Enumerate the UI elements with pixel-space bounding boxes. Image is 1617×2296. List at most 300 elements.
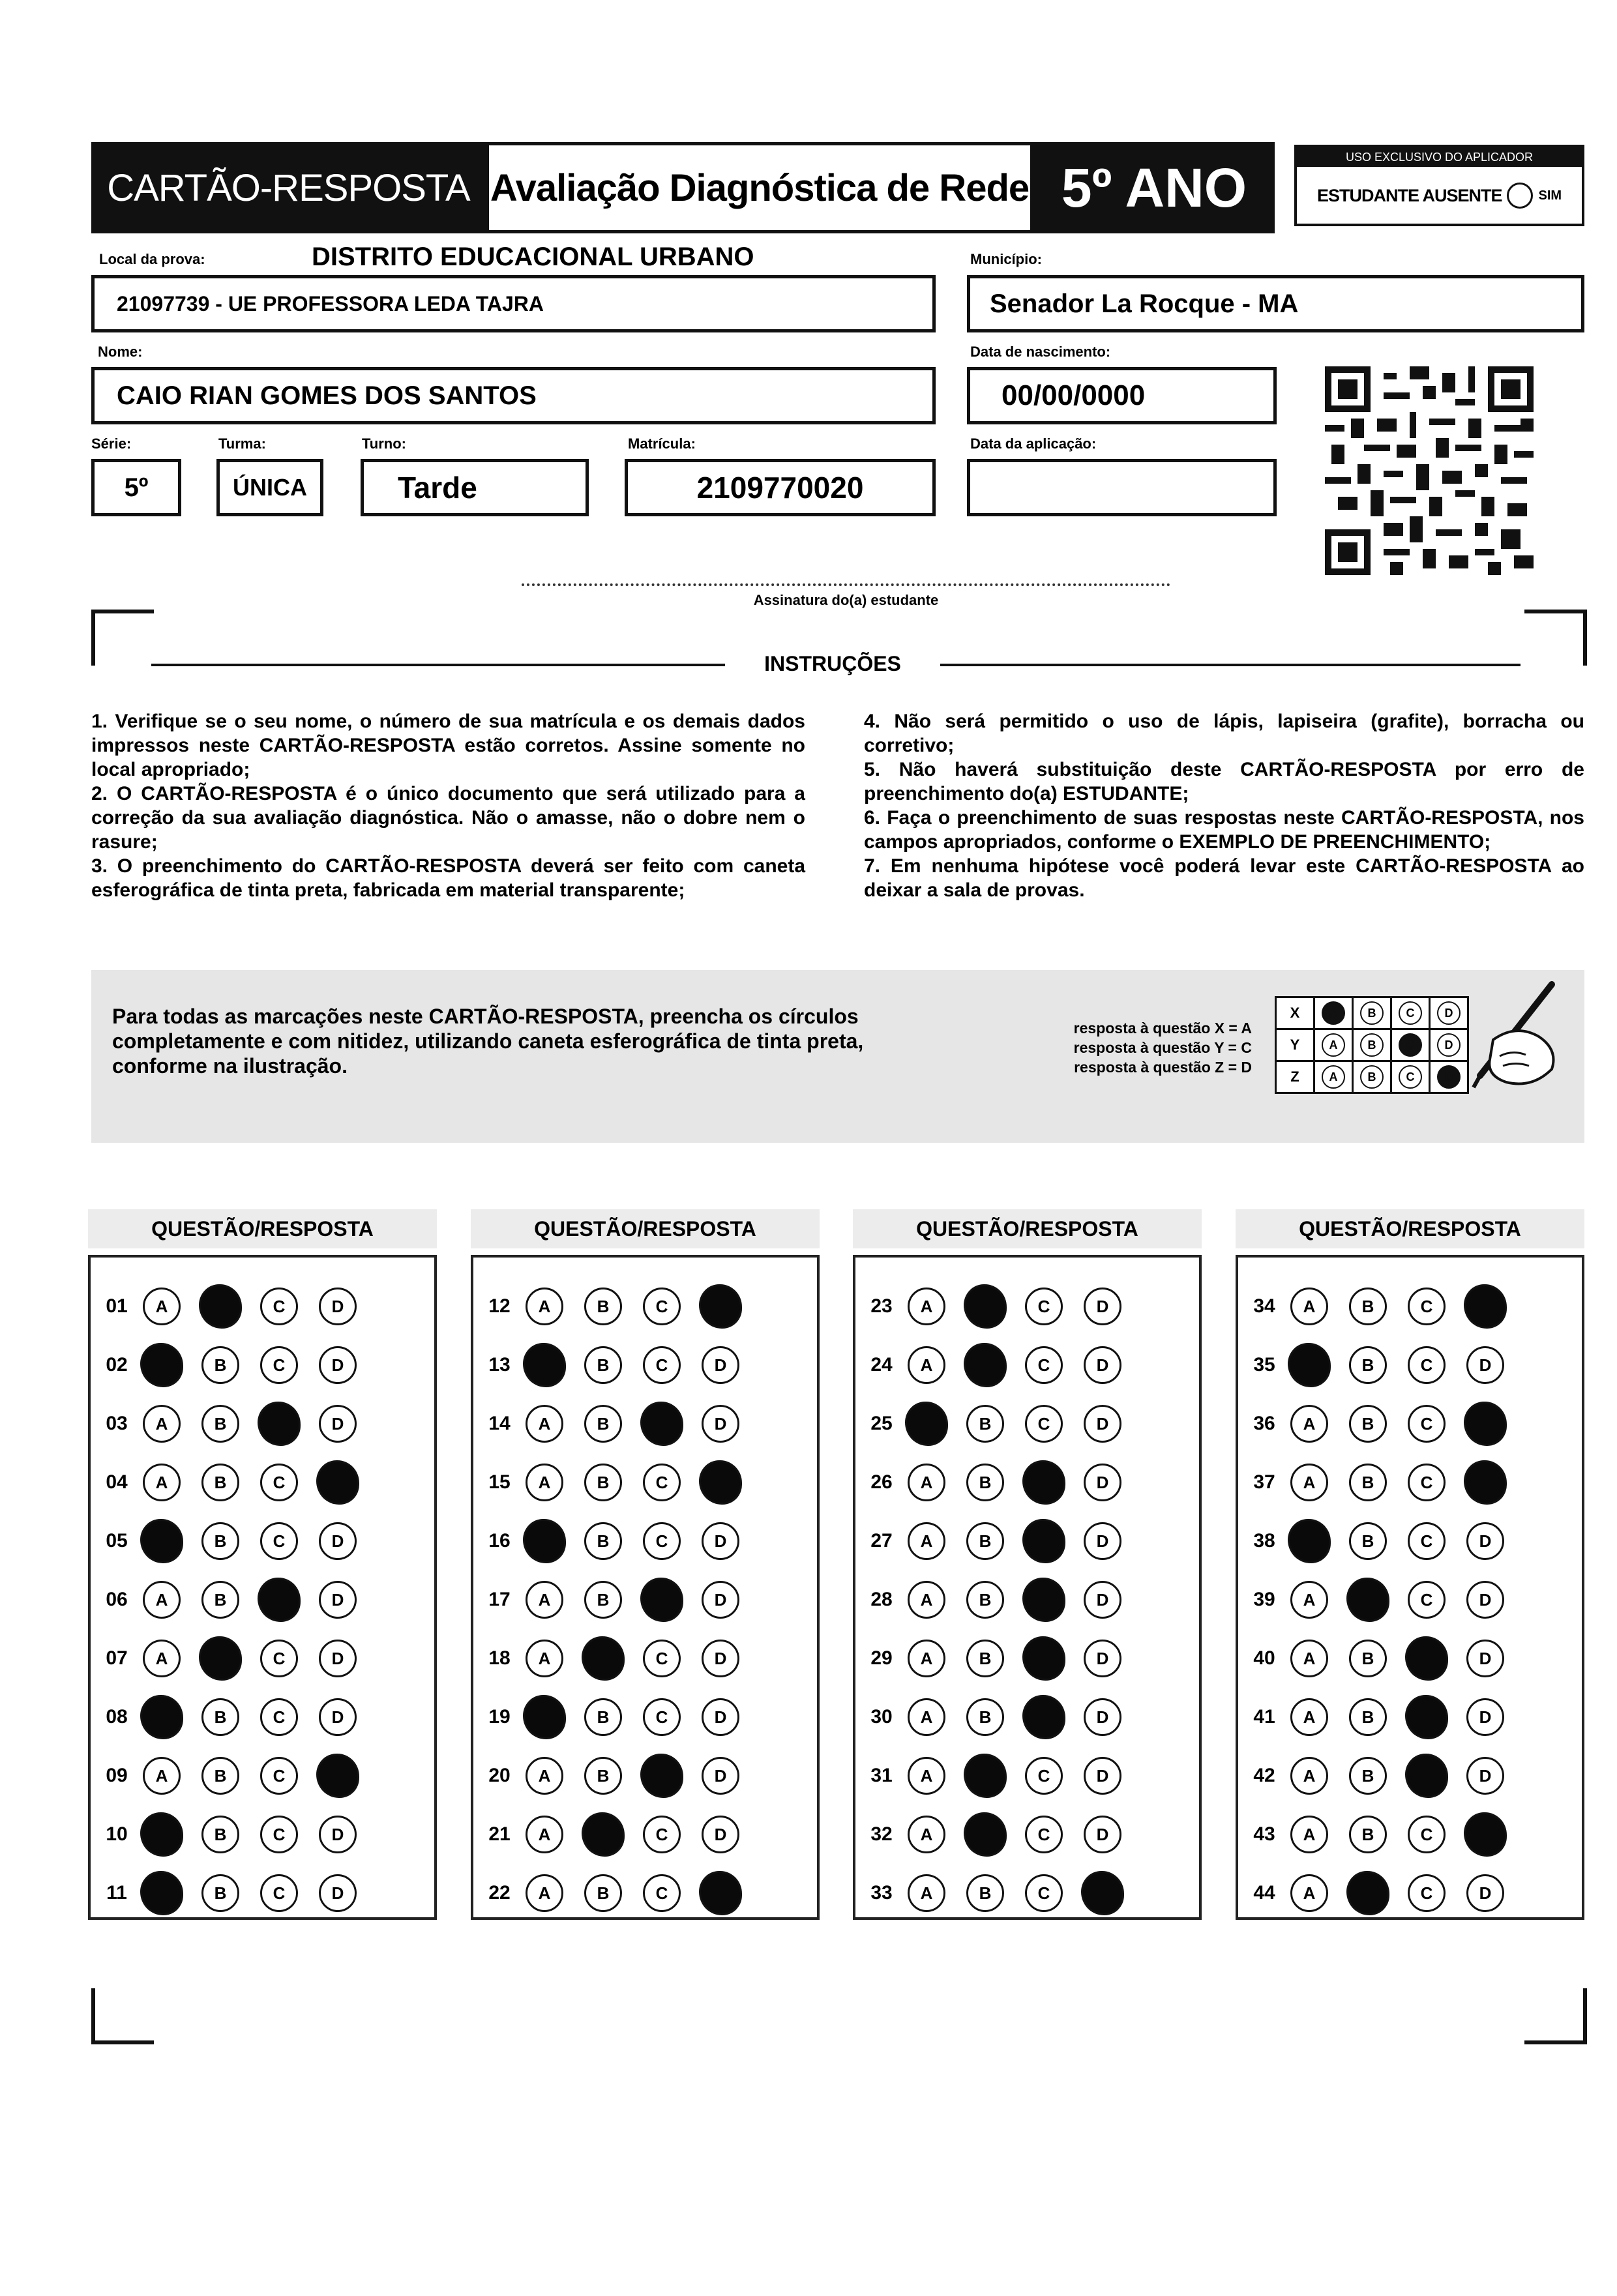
answer-bubble[interactable]: B — [201, 1464, 239, 1501]
answer-bubble[interactable]: A — [908, 1464, 945, 1501]
answer-bubble[interactable]: B — [201, 1757, 239, 1795]
answer-bubble[interactable]: A — [1290, 1640, 1328, 1677]
answer-bubble[interactable]: A — [908, 1816, 945, 1853]
answer-bubble[interactable]: A — [1290, 1874, 1328, 1912]
answer-bubble-filled[interactable]: C — [1022, 1578, 1065, 1622]
answer-bubble[interactable]: A — [908, 1581, 945, 1619]
answer-bubble[interactable]: A — [526, 1640, 563, 1677]
answer-bubble[interactable]: D — [319, 1816, 357, 1853]
question-row — [1238, 1453, 1582, 1512]
question-number: 17 — [488, 1589, 511, 1610]
answer-bubble[interactable]: B — [966, 1698, 1004, 1736]
instruction-5: 5. Não haverá substituição deste CARTÃO-RESPOSTA por erro de preenchimento do(a) ESTUDANTE; — [864, 759, 1584, 804]
answer-bubble[interactable]: B — [584, 1757, 622, 1795]
answer-bubble[interactable]: A — [526, 1874, 563, 1912]
answer-bubble[interactable]: D — [702, 1698, 739, 1736]
answer-bubble[interactable]: D — [1466, 1581, 1504, 1619]
answer-bubble[interactable]: D — [319, 1346, 357, 1384]
answer-bubble[interactable]: A — [1290, 1698, 1328, 1736]
question-number: 41 — [1253, 1706, 1275, 1728]
answer-bubble-filled[interactable]: C — [258, 1578, 301, 1622]
answer-bubble[interactable]: D — [1084, 1346, 1121, 1384]
answer-bubble-filled[interactable]: A — [523, 1519, 566, 1563]
question-number: 40 — [1253, 1647, 1275, 1669]
answer-bubble[interactable]: C — [1408, 1816, 1446, 1853]
answer-bubble[interactable]: D — [319, 1288, 357, 1325]
answer-bubble[interactable]: B — [584, 1405, 622, 1443]
question-number: 10 — [106, 1823, 128, 1845]
answer-bubble[interactable]: D — [1084, 1816, 1121, 1853]
answer-bubble[interactable]: C — [643, 1698, 681, 1736]
instruction-3: 3. O preenchimento do CARTÃO-RESPOSTA deverá ser feito com caneta esferográfica de tinta preta, fabricada em material transparente; — [91, 855, 805, 901]
question-row — [91, 1394, 434, 1453]
answer-bubble[interactable]: D — [319, 1405, 357, 1443]
question-row — [855, 1394, 1199, 1453]
answer-bubble[interactable]: A — [1290, 1405, 1328, 1443]
matricula-value: 2109770020 — [696, 471, 864, 505]
answer-bubble[interactable]: C — [260, 1346, 298, 1384]
signature-line[interactable] — [522, 583, 1170, 586]
answer-panel-3 — [853, 1255, 1202, 1920]
answer-bubble-filled[interactable]: C — [1405, 1636, 1448, 1681]
local-value: DISTRITO EDUCACIONAL URBANO — [312, 243, 754, 271]
turma-field — [216, 459, 323, 516]
answer-bubble[interactable]: D — [1084, 1288, 1121, 1325]
aplicacao-label: Data da aplicação: — [970, 435, 1097, 452]
instruction-4: 4. Não será permitido o uso de lápis, lapiseira (grafite), borracha ou corretivo; — [864, 711, 1584, 756]
example-bubble: C — [1399, 1001, 1422, 1025]
applicator-label: USO EXCLUSIVO DO APLICADOR — [1297, 147, 1582, 167]
answer-bubble[interactable]: D — [702, 1522, 739, 1560]
answer-bubble[interactable]: A — [1290, 1757, 1328, 1795]
answer-bubble[interactable]: B — [1349, 1464, 1387, 1501]
question-number: 20 — [488, 1765, 511, 1786]
answer-bubble[interactable]: A — [143, 1757, 181, 1795]
answer-bubble[interactable]: A — [908, 1640, 945, 1677]
answer-bubble-filled[interactable]: D — [316, 1460, 359, 1505]
answer-bubble[interactable]: D — [1084, 1757, 1121, 1795]
question-number: 11 — [106, 1882, 127, 1904]
answer-bubble-filled[interactable]: B — [582, 1636, 625, 1681]
answer-bubble[interactable]: B — [966, 1640, 1004, 1677]
absent-checkbox[interactable] — [1507, 183, 1533, 209]
answer-bubble[interactable]: C — [260, 1874, 298, 1912]
example-row-label: Y — [1276, 1029, 1314, 1061]
question-row — [473, 1746, 817, 1805]
answer-bubble-filled[interactable]: C — [1022, 1695, 1065, 1739]
answer-bubble[interactable]: A — [143, 1464, 181, 1501]
absent-option: SIM — [1538, 188, 1562, 203]
card-label-banner — [91, 142, 486, 233]
answer-bubble-filled[interactable]: A — [140, 1695, 183, 1739]
answer-bubble[interactable]: D — [1466, 1346, 1504, 1384]
exam-title-box — [486, 142, 1033, 233]
answer-bubble-filled[interactable]: C — [640, 1578, 683, 1622]
question-row — [855, 1629, 1199, 1688]
answer-bubble-filled[interactable]: D — [1464, 1402, 1507, 1446]
question-row — [473, 1864, 817, 1922]
example-bubble: D — [1437, 1033, 1461, 1057]
question-row — [1238, 1336, 1582, 1394]
answer-bubble-filled[interactable]: A — [1288, 1343, 1331, 1387]
question-number: 08 — [106, 1706, 128, 1728]
question-row — [473, 1512, 817, 1570]
answer-bubble[interactable]: A — [143, 1288, 181, 1325]
turma-value: ÚNICA — [233, 474, 307, 501]
question-number: 04 — [106, 1471, 128, 1493]
answer-bubble[interactable]: D — [702, 1346, 739, 1384]
example-row-label: X — [1276, 997, 1314, 1029]
applicator-box — [1294, 145, 1584, 226]
school-value: 21097739 - UE PROFESSORA LEDA TAJRA — [117, 291, 544, 316]
answer-bubble[interactable]: A — [143, 1640, 181, 1677]
answer-bubble[interactable]: B — [966, 1405, 1004, 1443]
answer-bubble[interactable]: A — [526, 1816, 563, 1853]
answer-bubble-filled[interactable]: C — [1022, 1519, 1065, 1563]
answer-bubble-filled[interactable]: C — [640, 1402, 683, 1446]
answer-bubble[interactable]: B — [1349, 1698, 1387, 1736]
example-bubble: B — [1360, 1033, 1384, 1057]
answer-bubble[interactable]: C — [1025, 1405, 1063, 1443]
answer-bubble[interactable]: C — [260, 1640, 298, 1677]
answer-bubble[interactable]: C — [643, 1640, 681, 1677]
question-number: 44 — [1253, 1882, 1275, 1904]
answer-bubble[interactable]: B — [1349, 1522, 1387, 1560]
answer-bubble[interactable]: C — [1025, 1346, 1063, 1384]
question-row — [91, 1336, 434, 1394]
answer-bubble[interactable]: C — [1408, 1464, 1446, 1501]
answer-bubble[interactable]: A — [526, 1464, 563, 1501]
answer-bubble-filled[interactable]: A — [140, 1871, 183, 1915]
answer-bubble[interactable]: A — [908, 1288, 945, 1325]
answer-bubble[interactable]: B — [584, 1346, 622, 1384]
question-number: 19 — [488, 1706, 511, 1728]
answer-bubble[interactable]: C — [643, 1288, 681, 1325]
answer-bubble[interactable]: B — [966, 1874, 1004, 1912]
example-bubble: A — [1322, 1065, 1345, 1089]
instruction-7: 7. Em nenhuma hipótese você poderá levar este CARTÃO-RESPOSTA ao deixar a sala de provas. — [864, 855, 1584, 901]
answer-bubble[interactable]: C — [643, 1522, 681, 1560]
answer-bubble-filled[interactable]: C — [640, 1754, 683, 1798]
nome-label: Nome: — [98, 344, 143, 360]
answer-bubble-filled[interactable]: C — [1405, 1754, 1448, 1798]
question-number: 24 — [870, 1354, 893, 1376]
answer-bubble[interactable]: D — [1084, 1522, 1121, 1560]
answer-bubble[interactable]: B — [201, 1522, 239, 1560]
answer-bubble[interactable]: B — [1349, 1405, 1387, 1443]
answer-bubble[interactable]: B — [1349, 1816, 1387, 1853]
answer-bubble-filled[interactable]: B — [1346, 1578, 1389, 1622]
question-number: 28 — [870, 1589, 893, 1610]
question-row — [91, 1453, 434, 1512]
answer-bubble[interactable]: C — [1025, 1757, 1063, 1795]
instruction-2: 2. O CARTÃO-RESPOSTA é o único documento que será utilizado para a correção da sua avaliação diagnóstica. Não o amasse, não o dobre nem o rasure; — [91, 783, 805, 853]
answer-bubble-filled[interactable]: C — [1022, 1460, 1065, 1505]
answer-bubble[interactable]: D — [702, 1581, 739, 1619]
answer-bubble-filled[interactable]: B — [964, 1812, 1007, 1857]
grade-label: 5º ANO — [1061, 156, 1247, 218]
answer-bubble-filled[interactable]: B — [582, 1812, 625, 1857]
answer-panel-4 — [1236, 1255, 1584, 1920]
answer-bubble[interactable]: C — [643, 1464, 681, 1501]
question-row — [473, 1570, 817, 1629]
answer-bubble[interactable]: C — [643, 1874, 681, 1912]
answer-bubble[interactable]: D — [319, 1640, 357, 1677]
answer-bubble[interactable]: D — [702, 1757, 739, 1795]
answer-bubble[interactable]: C — [1025, 1874, 1063, 1912]
matricula-label: Matrícula: — [628, 435, 696, 452]
answer-bubble[interactable]: A — [908, 1874, 945, 1912]
answer-bubble[interactable]: D — [1084, 1640, 1121, 1677]
example-legend-z: resposta à questão Z = D — [1074, 1059, 1252, 1076]
question-row — [473, 1277, 817, 1336]
instruction-1: 1. Verifique se o seu nome, o número de sua matrícula e os demais dados impressos neste CARTÃO-RESPOSTA estão corretos. Assine somente no local apropriado; — [91, 711, 805, 780]
question-number: 15 — [488, 1471, 511, 1493]
turno-value: Tarde — [398, 471, 477, 505]
question-row — [473, 1805, 817, 1864]
answer-bubble[interactable]: B — [584, 1581, 622, 1619]
answer-bubble[interactable]: B — [201, 1346, 239, 1384]
question-row — [91, 1805, 434, 1864]
answer-bubble-filled[interactable]: C — [1405, 1695, 1448, 1739]
answer-bubble-filled[interactable]: A — [1288, 1519, 1331, 1563]
answer-bubble[interactable]: A — [526, 1581, 563, 1619]
answer-bubble-filled[interactable]: C — [1022, 1636, 1065, 1681]
question-number: 22 — [488, 1882, 511, 1904]
answer-bubble-filled[interactable]: A — [140, 1519, 183, 1563]
instructions-right-column — [864, 709, 1584, 902]
answer-bubble[interactable]: C — [643, 1816, 681, 1853]
question-row — [91, 1277, 434, 1336]
answer-bubble[interactable]: A — [1290, 1581, 1328, 1619]
answer-bubble[interactable]: D — [702, 1816, 739, 1853]
turma-label: Turma: — [218, 435, 266, 452]
answer-bubble[interactable]: D — [1466, 1874, 1504, 1912]
answer-bubble[interactable]: B — [201, 1405, 239, 1443]
question-number: 05 — [106, 1530, 128, 1552]
municipio-value: Senador La Rocque - MA — [990, 289, 1299, 318]
corner-mark-bottom-left — [91, 1988, 154, 2044]
example-text: Para todas as marcações neste CARTÃO-RESPOSTA, preencha os círculos completamente e com nitidez, utilizando caneta esferográfica de tinta preta, conforme na ilustração. — [112, 1005, 864, 1078]
answer-bubble[interactable]: D — [319, 1522, 357, 1560]
answer-bubble[interactable]: A — [1290, 1288, 1328, 1325]
example-row-x — [1276, 997, 1468, 1029]
question-number: 27 — [870, 1530, 893, 1552]
answer-bubble[interactable]: B — [966, 1522, 1004, 1560]
answer-bubble[interactable]: B — [1349, 1640, 1387, 1677]
question-row — [855, 1277, 1199, 1336]
answer-bubble[interactable]: C — [1408, 1288, 1446, 1325]
answer-bubble-filled[interactable]: A — [523, 1695, 566, 1739]
question-row — [1238, 1277, 1582, 1336]
answer-bubble[interactable]: D — [1466, 1757, 1504, 1795]
question-row — [855, 1512, 1199, 1570]
answer-bubble[interactable]: C — [1408, 1405, 1446, 1443]
answer-bubble[interactable]: D — [319, 1581, 357, 1619]
answer-panel-1 — [88, 1255, 437, 1920]
answer-bubble-filled[interactable]: A — [140, 1343, 183, 1387]
answer-bubble[interactable]: A — [908, 1346, 945, 1384]
answer-bubble[interactable]: C — [1408, 1874, 1446, 1912]
answer-bubble[interactable]: C — [260, 1288, 298, 1325]
example-bubble-filled: A — [1322, 1001, 1345, 1025]
answer-bubble[interactable]: A — [908, 1522, 945, 1560]
question-row — [855, 1336, 1199, 1394]
answer-bubble-filled[interactable]: B — [964, 1284, 1007, 1329]
answer-bubble[interactable]: A — [1290, 1816, 1328, 1853]
answer-bubble-filled[interactable]: B — [199, 1284, 242, 1329]
answer-bubble-filled[interactable]: A — [905, 1402, 948, 1446]
question-row — [1238, 1864, 1582, 1922]
question-number: 42 — [1253, 1765, 1275, 1786]
answer-bubble[interactable]: D — [1084, 1581, 1121, 1619]
answer-bubble[interactable]: B — [966, 1464, 1004, 1501]
nascimento-label: Data de nascimento: — [970, 344, 1111, 360]
answer-bubble[interactable]: C — [260, 1757, 298, 1795]
answer-bubble-filled[interactable]: B — [964, 1754, 1007, 1798]
answer-bubble[interactable]: A — [908, 1698, 945, 1736]
question-row — [1238, 1805, 1582, 1864]
answer-bubble-filled[interactable]: D — [1081, 1871, 1124, 1915]
answer-bubble[interactable]: B — [584, 1522, 622, 1560]
local-label: Local da prova: — [99, 251, 205, 267]
question-row — [91, 1629, 434, 1688]
question-row — [855, 1864, 1199, 1922]
answer-bubble[interactable]: B — [1349, 1757, 1387, 1795]
answer-bubble[interactable]: B — [966, 1581, 1004, 1619]
answer-bubble-filled[interactable]: D — [316, 1754, 359, 1798]
answer-bubble[interactable]: C — [1408, 1346, 1446, 1384]
answer-bubble[interactable]: B — [584, 1288, 622, 1325]
answer-bubble-filled[interactable]: D — [1464, 1812, 1507, 1857]
question-row — [473, 1629, 817, 1688]
instructions-divider-left — [151, 664, 725, 666]
answer-bubble[interactable]: C — [1408, 1522, 1446, 1560]
answer-bubble-filled[interactable]: A — [523, 1343, 566, 1387]
answer-bubble-filled[interactable]: C — [258, 1402, 301, 1446]
question-row — [473, 1336, 817, 1394]
example-bubble: B — [1360, 1065, 1384, 1089]
answer-bubble[interactable]: A — [526, 1288, 563, 1325]
question-number: 32 — [870, 1823, 893, 1845]
answer-bubble[interactable]: C — [260, 1698, 298, 1736]
question-row — [1238, 1688, 1582, 1746]
question-number: 12 — [488, 1295, 511, 1317]
example-legend-x: resposta à questão X = A — [1073, 1020, 1252, 1037]
answer-bubble[interactable]: C — [1025, 1816, 1063, 1853]
answer-bubble[interactable]: D — [702, 1405, 739, 1443]
answer-bubble[interactable]: D — [1084, 1405, 1121, 1443]
answer-bubble[interactable]: D — [319, 1698, 357, 1736]
answer-bubble[interactable]: A — [526, 1757, 563, 1795]
answer-bubble[interactable]: A — [143, 1581, 181, 1619]
answer-bubble[interactable]: C — [1025, 1288, 1063, 1325]
exam-title: Avaliação Diagnóstica de Rede — [490, 166, 1030, 209]
answer-bubble[interactable]: D — [1084, 1464, 1121, 1501]
answer-bubble-filled[interactable]: D — [1464, 1460, 1507, 1505]
question-number: 07 — [106, 1647, 128, 1669]
answer-bubble-filled[interactable]: B — [1346, 1871, 1389, 1915]
nome-value: CAIO RIAN GOMES DOS SANTOS — [117, 381, 537, 410]
card-label: CARTÃO-RESPOSTA — [107, 166, 470, 209]
answer-bubble[interactable]: C — [260, 1816, 298, 1853]
question-number: 13 — [488, 1354, 511, 1376]
answer-bubble[interactable]: B — [201, 1816, 239, 1853]
answer-bubble[interactable]: B — [584, 1874, 622, 1912]
question-number: 01 — [106, 1295, 128, 1317]
answer-bubble[interactable]: C — [260, 1522, 298, 1560]
answer-bubble[interactable]: B — [584, 1698, 622, 1736]
question-row — [473, 1688, 817, 1746]
answer-bubble[interactable]: C — [1408, 1581, 1446, 1619]
question-row — [91, 1512, 434, 1570]
corner-mark-bottom-right — [1524, 1988, 1587, 2044]
answer-bubble-filled[interactable]: B — [964, 1343, 1007, 1387]
panel-title: QUESTÃO/RESPOSTA — [1236, 1209, 1584, 1248]
answer-bubble[interactable]: B — [1349, 1346, 1387, 1384]
answer-bubble-filled[interactable]: B — [199, 1636, 242, 1681]
answer-bubble[interactable]: D — [702, 1640, 739, 1677]
question-number: 33 — [870, 1882, 893, 1904]
aplicacao-field[interactable] — [967, 459, 1277, 516]
example-bubble: B — [1360, 1001, 1384, 1025]
turno-label: Turno: — [362, 435, 407, 452]
corner-mark-top-right — [1524, 610, 1587, 666]
example-row-label: Z — [1276, 1061, 1314, 1093]
nascimento-value: 00/00/0000 — [1001, 379, 1146, 411]
question-row — [91, 1746, 434, 1805]
instructions-left-column — [91, 709, 805, 902]
panel-title: QUESTÃO/RESPOSTA — [88, 1209, 437, 1248]
question-number: 30 — [870, 1706, 893, 1728]
answer-bubble[interactable]: D — [1084, 1698, 1121, 1736]
answer-panel-2 — [471, 1255, 820, 1920]
absent-label: ESTUDANTE AUSENTE — [1316, 185, 1502, 205]
question-number: 03 — [106, 1413, 128, 1434]
question-number: 23 — [870, 1295, 893, 1317]
answer-bubble[interactable]: D — [1466, 1522, 1504, 1560]
answer-bubble-filled[interactable]: D — [699, 1284, 742, 1329]
answer-bubble[interactable]: A — [908, 1757, 945, 1795]
answer-bubble[interactable]: D — [1466, 1640, 1504, 1677]
answer-bubble[interactable]: C — [643, 1346, 681, 1384]
answer-bubble-filled[interactable]: D — [1464, 1284, 1507, 1329]
answer-bubble[interactable]: C — [260, 1464, 298, 1501]
answer-bubble[interactable]: B — [584, 1464, 622, 1501]
answer-bubble-filled[interactable]: A — [140, 1812, 183, 1857]
answer-bubble[interactable]: B — [1349, 1288, 1387, 1325]
question-row — [473, 1453, 817, 1512]
question-row — [855, 1688, 1199, 1746]
answer-bubble[interactable]: D — [1466, 1698, 1504, 1736]
answer-bubble[interactable]: A — [143, 1405, 181, 1443]
hand-pen-icon — [1454, 978, 1584, 1108]
question-row — [1238, 1570, 1582, 1629]
answer-bubble-filled[interactable]: D — [699, 1871, 742, 1915]
question-number: 38 — [1253, 1530, 1275, 1552]
question-row — [1238, 1394, 1582, 1453]
answer-bubble[interactable]: A — [1290, 1464, 1328, 1501]
answer-bubble[interactable]: B — [201, 1874, 239, 1912]
answer-bubble[interactable]: D — [319, 1874, 357, 1912]
instructions-divider-right — [940, 664, 1521, 666]
answer-bubble[interactable]: B — [201, 1581, 239, 1619]
question-row — [855, 1746, 1199, 1805]
example-row-z — [1276, 1061, 1468, 1093]
answer-bubble[interactable]: A — [526, 1405, 563, 1443]
answer-bubble-filled[interactable]: D — [699, 1460, 742, 1505]
answer-bubble[interactable]: B — [201, 1698, 239, 1736]
